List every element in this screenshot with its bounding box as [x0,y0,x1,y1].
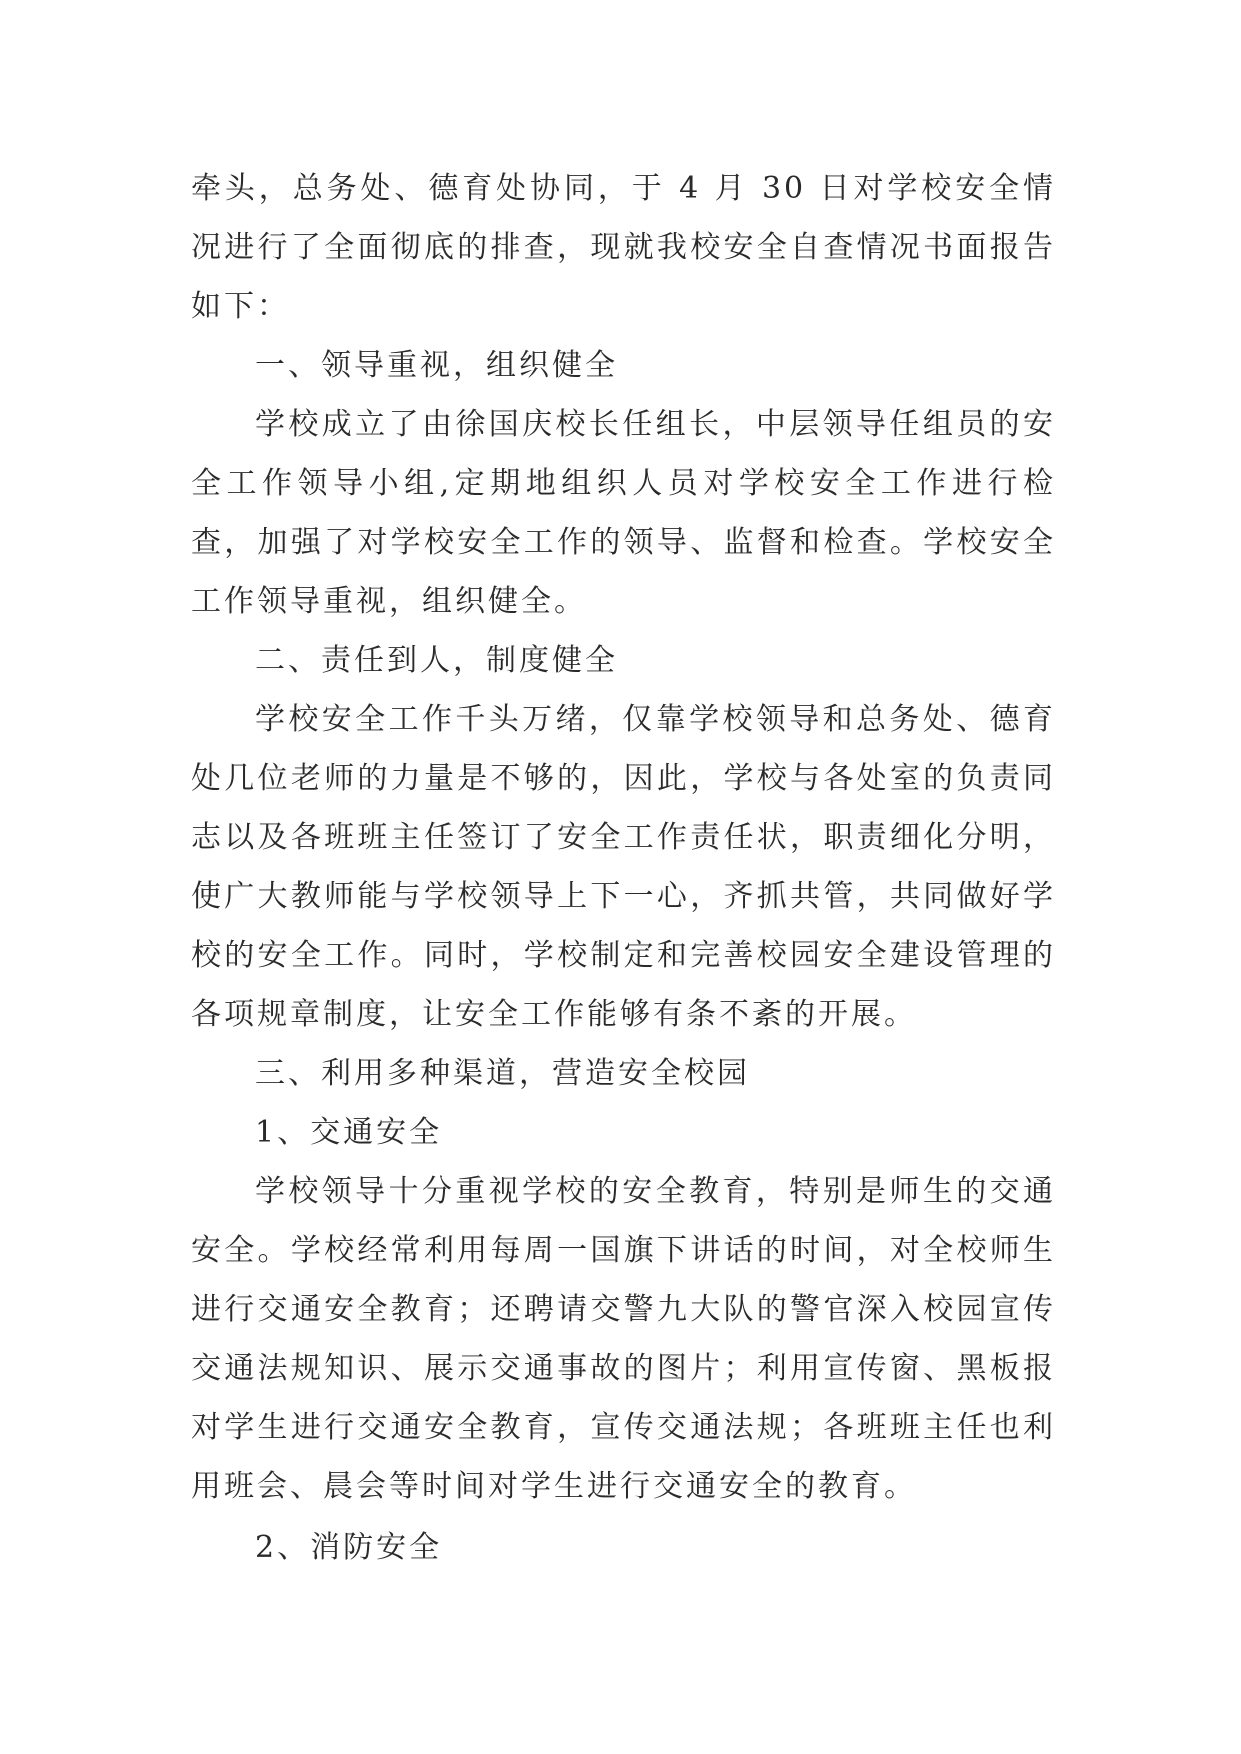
section-heading-leadership: 一、领导重视，组织健全 [255,348,618,383]
subheading-fire-safety: 2、消防安全 [255,1530,443,1565]
document-body [191,159,1056,1577]
responsibility-paragraph: 学校安全工作千头万绪，仅靠学校领导和总务处、德育处几位老师的力量是不够的，因此，学校与各处室的负责同志以及各班班主任签订了安全工作责任状，职责细化分明，使广大教师能与学校领导上下一心，齐抓共管，共同做好学校的安全工作。同时，学校制定和完善校园安全建设管理的各项规章制度，让安全工作能够有条不紊的开展。 [191,702,1056,1032]
intro-paragraph: 牵头，总务处、德育处协同，于 4 月 30 日对学校安全情况进行了全面彻底的排查，现就我校安全自查情况书面报告如下： [191,171,1056,324]
traffic-safety-paragraph: 学校领导十分重视学校的安全教育，特别是师生的交通安全。学校经常利用每周一国旗下讲话的时间，对全校师生进行交通安全教育；还聘请交警九大队的警官深入校园宣传交通法规知识、展示交通事故的图片；利用宣传窗、黑板报对学生进行交通安全教育，宣传交通法规；各班班主任也利用班会、晨会等时间对学生进行交通安全的教育。 [191,1174,1056,1504]
section-heading-responsibility: 二、责任到人，制度健全 [255,643,618,678]
subheading-traffic-safety: 1、交通安全 [255,1115,443,1150]
leadership-paragraph: 学校成立了由徐国庆校长任组长，中层领导任组员的安全工作领导小组,定期地组织人员对学校安全工作进行检查，加强了对学校安全工作的领导、监督和检查。学校安全工作领导重视，组织健全。 [191,407,1056,619]
section-heading-safe-campus: 三、利用多种渠道，营造安全校园 [255,1056,750,1091]
